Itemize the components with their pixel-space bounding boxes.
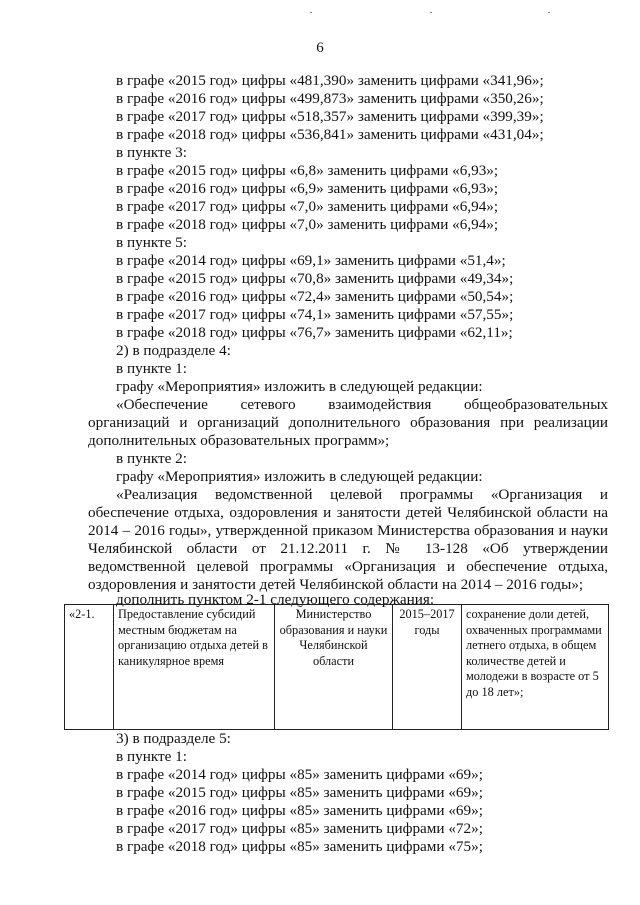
paragraph-line: оздоровления и занятости детей Челябинской области на 2014 – 2016 годы»;	[88, 576, 584, 593]
paragraph-line: ведомственной целевой программы «Организация и обеспечение отдыха,	[88, 558, 608, 575]
text-line: в графе «2014 год» цифры «69,1» заменить цифрами «51,4»;	[116, 252, 506, 269]
text-line: в графе «2018 год» цифры «76,7» заменить цифрами «62,11»;	[116, 324, 513, 341]
cell-result: сохранение доли детей, охваченных программами летнего отдыха, в общем количестве детей и молодежи в возрасте от 5 до 18 лет»;	[462, 605, 609, 730]
text-line: в графе «2018 год» цифры «85» заменить цифрами «75»;	[116, 838, 483, 855]
paragraph-line: «Реализация ведомственной целевой программы «Организация и	[116, 486, 608, 503]
cell-period: 2015–2017 годы	[393, 605, 462, 730]
text-line: в пункте 1:	[116, 360, 187, 377]
paragraph-line: Челябинской области от 21.12.2011 г. № 13-128 «Об утверждении	[88, 540, 608, 557]
text-line: в графе «2016 год» цифры «72,4» заменить цифрами «50,54»;	[116, 288, 514, 305]
paragraph-line: организаций и организаций дополнительного образования при реализации	[88, 414, 608, 431]
text-line: 3) в подразделе 5:	[116, 730, 231, 747]
cell-executor: Министерство образования и науки Челябинской области	[275, 605, 393, 730]
text-line: в графе «2017 год» цифры «74,1» заменить цифрами «57,55»;	[116, 306, 514, 323]
table-row	[65, 605, 609, 730]
inserted-table	[64, 604, 609, 730]
text-line: в графе «2015 год» цифры «6,8» заменить цифрами «6,93»;	[116, 162, 499, 179]
text-line: в графе «2017 год» цифры «7,0» заменить цифрами «6,94»;	[116, 198, 499, 215]
paragraph-line: «Обеспечение сетевого взаимодействия общеобразовательных	[116, 396, 608, 413]
text-line: в графе «2016 год» цифры «499,873» заменить цифрами «350,26»;	[116, 90, 544, 107]
text-line: в графе «2016 год» цифры «6,9» заменить цифрами «6,93»;	[116, 180, 499, 197]
text-line: графу «Мероприятия» изложить в следующей редакции:	[116, 378, 483, 395]
text-line: графу «Мероприятия» изложить в следующей редакции:	[116, 468, 483, 485]
text-line: в графе «2015 год» цифры «85» заменить цифрами «69»;	[116, 784, 483, 801]
paragraph-line: обеспечение отдыха, оздоровления и занятости детей Челябинской области на	[88, 504, 608, 521]
text-line: в графе «2017 год» цифры «518,357» заменить цифрами «399,39»;	[116, 108, 544, 125]
text-line: в графе «2018 год» цифры «7,0» заменить цифрами «6,94»;	[116, 216, 499, 233]
paragraph-line: 2014 – 2016 годы», утвержденной приказом Министерства образования и науки	[88, 522, 608, 539]
text-line: в графе «2015 год» цифры «70,8» заменить цифрами «49,34»;	[116, 270, 514, 287]
text-line: в графе «2016 год» цифры «85» заменить цифрами «69»;	[116, 802, 483, 819]
text-line: 2) в подразделе 4:	[116, 342, 231, 359]
page-number: 6	[316, 40, 324, 56]
text-line: в пункте 2:	[116, 450, 187, 467]
text-line: в графе «2015 год» цифры «481,390» заменить цифрами «341,96»;	[116, 72, 544, 89]
text-line: в пункте 3:	[116, 144, 187, 161]
text-line: в графе «2014 год» цифры «85» заменить цифрами «69»;	[116, 766, 483, 783]
paragraph-line: дополнительных образовательных программ»;	[88, 432, 390, 449]
text-line: в пункте 5:	[116, 234, 187, 251]
text-line: в пункте 1:	[116, 748, 187, 765]
cell-measure: Предоставление субсидий местным бюджетам на организацию отдыха детей в каникулярное время	[114, 605, 275, 730]
cell-number: «2-1.	[65, 605, 114, 730]
scan-marks	[0, 12, 640, 16]
text-line: в графе «2018 год» цифры «536,841» заменить цифрами «431,04»;	[116, 126, 544, 143]
text-line: в графе «2017 год» цифры «85» заменить цифрами «72»;	[116, 820, 483, 837]
text-line: дополнить пунктом 2-1 следующего содержания:	[116, 591, 435, 608]
